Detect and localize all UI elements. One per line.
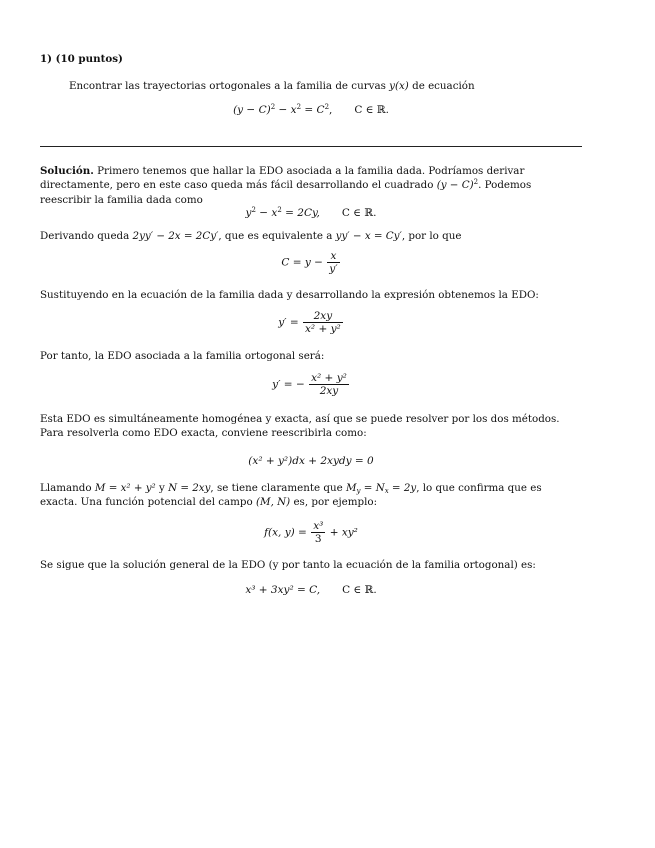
potential-fraction: $\frac{\text{x³}}{3}$	[313, 520, 324, 545]
orthogonal-fraction: $\frac{\text{x² + y²}}{2xy}$	[311, 372, 347, 397]
solution-paragraph-5: Esta EDO es simultáneamente homogénea y exacta, así que se puede resolver por los dos métodos. Para resolverla como EDO exacta, conviene reescribirla como:	[40, 413, 560, 440]
c-fraction: $\frac{x}{y'}$	[329, 250, 338, 275]
orthogonal-edo-equation: y′ = − $\frac{\text{x² + y²}}{2xy}$	[272, 372, 347, 397]
solution-paragraph-6: Llamando M = x² + y² y N = 2xy, se tiene claramente que $M_y = N_x = 2y$, lo que confirma que es exacta. Una función potencial del campo (M, N) es, por ejemplo:	[40, 482, 542, 509]
general-solution-equation: x³ + 3xy² = C, C ∈ ℝ.	[245, 584, 377, 596]
family-equation: $(y - C)^2 - x^2 = C^2$, C ∈ ℝ.	[233, 103, 389, 116]
problem-statement: Encontrar las trayectorias ortogonales a la familia de curvas y(x) de ecuación	[69, 80, 475, 92]
edo-fraction: $\frac{2xy}{\text{x² + y²}}$	[305, 310, 341, 335]
exact-form-equation: (x² + y²)dx + 2xydy = 0	[248, 455, 374, 467]
solution-paragraph-3: Sustituyendo en la ecuación de la familia dada y desarrollando la expresión obtenemos la EDO:	[40, 289, 539, 301]
solution-paragraph-7: Se sigue que la solución general de la EDO (y por tanto la ecuación de la familia ortogonal) es:	[40, 559, 536, 571]
solution-paragraph-4: Por tanto, la EDO asociada a la familia ortogonal será:	[40, 350, 325, 362]
c-equation: C = y − $\frac{x}{y'}$	[281, 250, 338, 275]
rewritten-family-equation: $y^2 - x^2 = 2Cy$, C ∈ ℝ.	[245, 206, 377, 219]
edo-equation: y′ = $\frac{2xy}{\text{x² + y²}}$	[278, 310, 341, 335]
potential-function-equation: f(x, y) = $\frac{\text{x³}}{3}$ + xy²	[264, 520, 358, 545]
problem-heading: 1) (10 puntos)	[40, 53, 123, 65]
solution-paragraph-2: Derivando queda 2yy′ − 2x = 2Cy′, que es equivalente a yy′ − x = Cy′, por lo que	[40, 230, 462, 242]
horizontal-divider	[40, 146, 582, 147]
solution-paragraph-1: Solución. Primero tenemos que hallar la EDO asociada a la familia dada. Podríamos derivar directamente, pero en este caso queda más fácil desarrollando el cuadrado $(y - C)^2$. Podemos reescribir la familia dada como	[40, 165, 532, 206]
